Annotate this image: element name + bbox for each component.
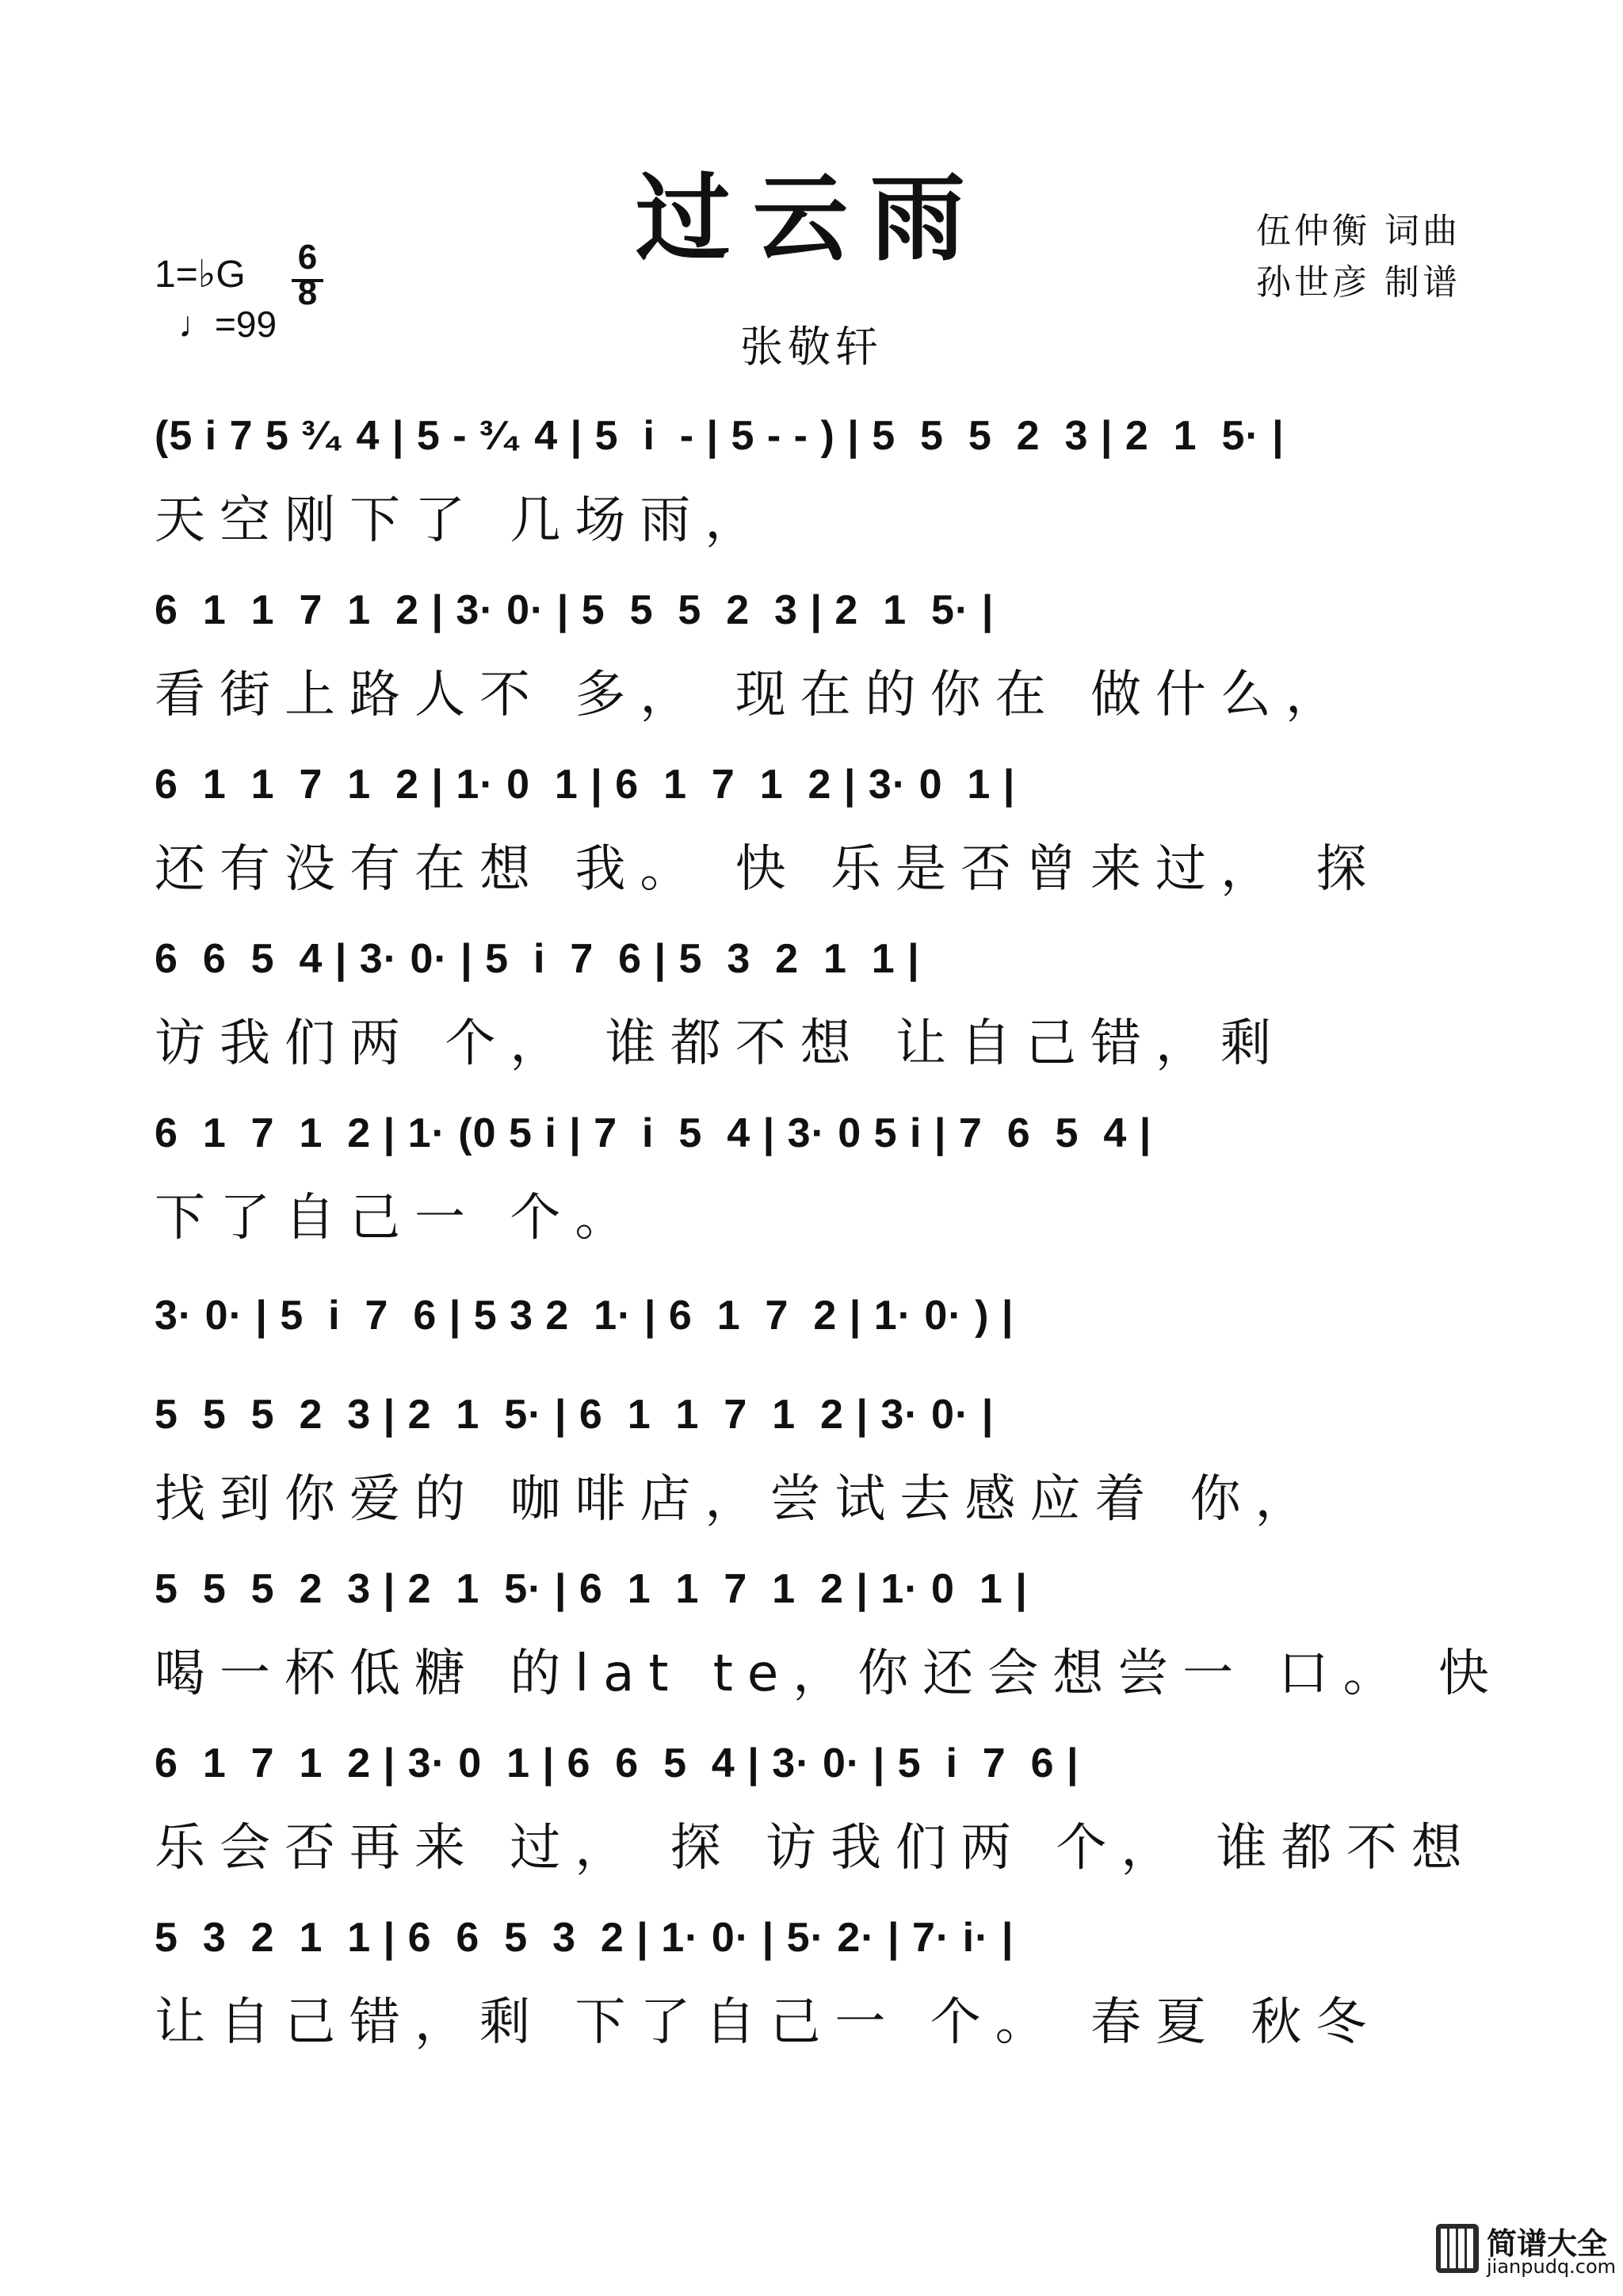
notes-line: 3· 0· | 5 i 7 6 | 5 3 2 1· | 6 1 7 2 | 1· 0· ) | xyxy=(155,1293,1014,1339)
piano-keys-icon xyxy=(1434,2222,1480,2275)
lyrics-line: 天空刚下了 几场雨， xyxy=(155,491,770,550)
notes-line: 6 1 7 1 2 | 1· (0 5 i | 7 i 5 4 | 3· 0 5 i | 7 6 5 4 | xyxy=(155,1110,1152,1156)
watermark-logo xyxy=(1434,2219,1617,2283)
notes-line: 6 6 5 4 | 3· 0· | 5 i 7 6 | 5 3 2 1 1 | xyxy=(155,936,920,982)
lyrics-line: 下了自己一 个。 xyxy=(155,1189,640,1247)
watermark-url: jianpudq.com xyxy=(1487,2256,1617,2278)
song-title: 过云雨 xyxy=(636,162,987,274)
credit-transcriber: 孙世彦 制谱 xyxy=(1256,262,1461,303)
meter-numerator: 6 xyxy=(297,238,318,277)
lyrics-line: 乐会否再来 过， 探 访我们两 个， 谁都不想 xyxy=(155,1819,1476,1878)
lyrics-line: 看街上路人不 多， 现在的你在 做什么， xyxy=(155,666,1351,724)
lyrics-line: 让自己错，剩 下了自己一 个。 春夏 秋冬 xyxy=(155,1993,1381,2052)
meter-denominator: 8 xyxy=(297,273,318,312)
key-signature: 1=♭G xyxy=(155,254,246,296)
notes-line: 6 1 7 1 2 | 3· 0 1 | 6 6 5 4 | 3· 0· | 5 i 7 6 | xyxy=(155,1740,1079,1786)
notes-line: 5 5 5 2 3 | 2 1 5· | 6 1 1 7 1 2 | 1· 0 1 | xyxy=(155,1566,1028,1612)
lyrics-line: 还有没有在想 我。 快 乐是否曾来过， 探 xyxy=(155,840,1381,899)
notes-line: 5 5 5 2 3 | 2 1 5· | 6 1 1 7 1 2 | 3· 0· | xyxy=(155,1392,995,1438)
watermark-title: 简谱大全 xyxy=(1487,2226,1608,2261)
notes-line: 6 1 1 7 1 2 | 1· 0 1 | 6 1 7 1 2 | 3· 0 1 | xyxy=(155,762,1016,808)
notes-line: 5 3 2 1 1 | 6 6 5 3 2 | 1· 0· | 5· 2· | 7· i· | xyxy=(155,1915,1014,1961)
tempo-marking: ♩=99 xyxy=(178,304,277,345)
singer-name: 张敬轩 xyxy=(740,322,883,372)
lyrics-line: 喝一杯低糖 的lat te，你还会想尝一 口。 快 xyxy=(155,1645,1503,1703)
credit-lyrics-music: 伍仲衡 词曲 xyxy=(1256,211,1461,251)
notes-line: 6 1 1 7 1 2 | 3· 0· | 5 5 5 2 3 | 2 1 5· | xyxy=(155,587,995,633)
lyrics-line: 访我们两 个， 谁都不想 让自己错，剩 xyxy=(155,1014,1286,1073)
lyrics-line: 找到你爱的 咖啡店，尝试去感应着 你， xyxy=(155,1470,1320,1529)
notes-line: (5 i 7 5 ³⁄₄ 4 | 5 - ³⁄₄ 4 | 5 i - | 5 - - ) | 5 5 5 2 3 | 2 1 5· | xyxy=(155,413,1285,459)
